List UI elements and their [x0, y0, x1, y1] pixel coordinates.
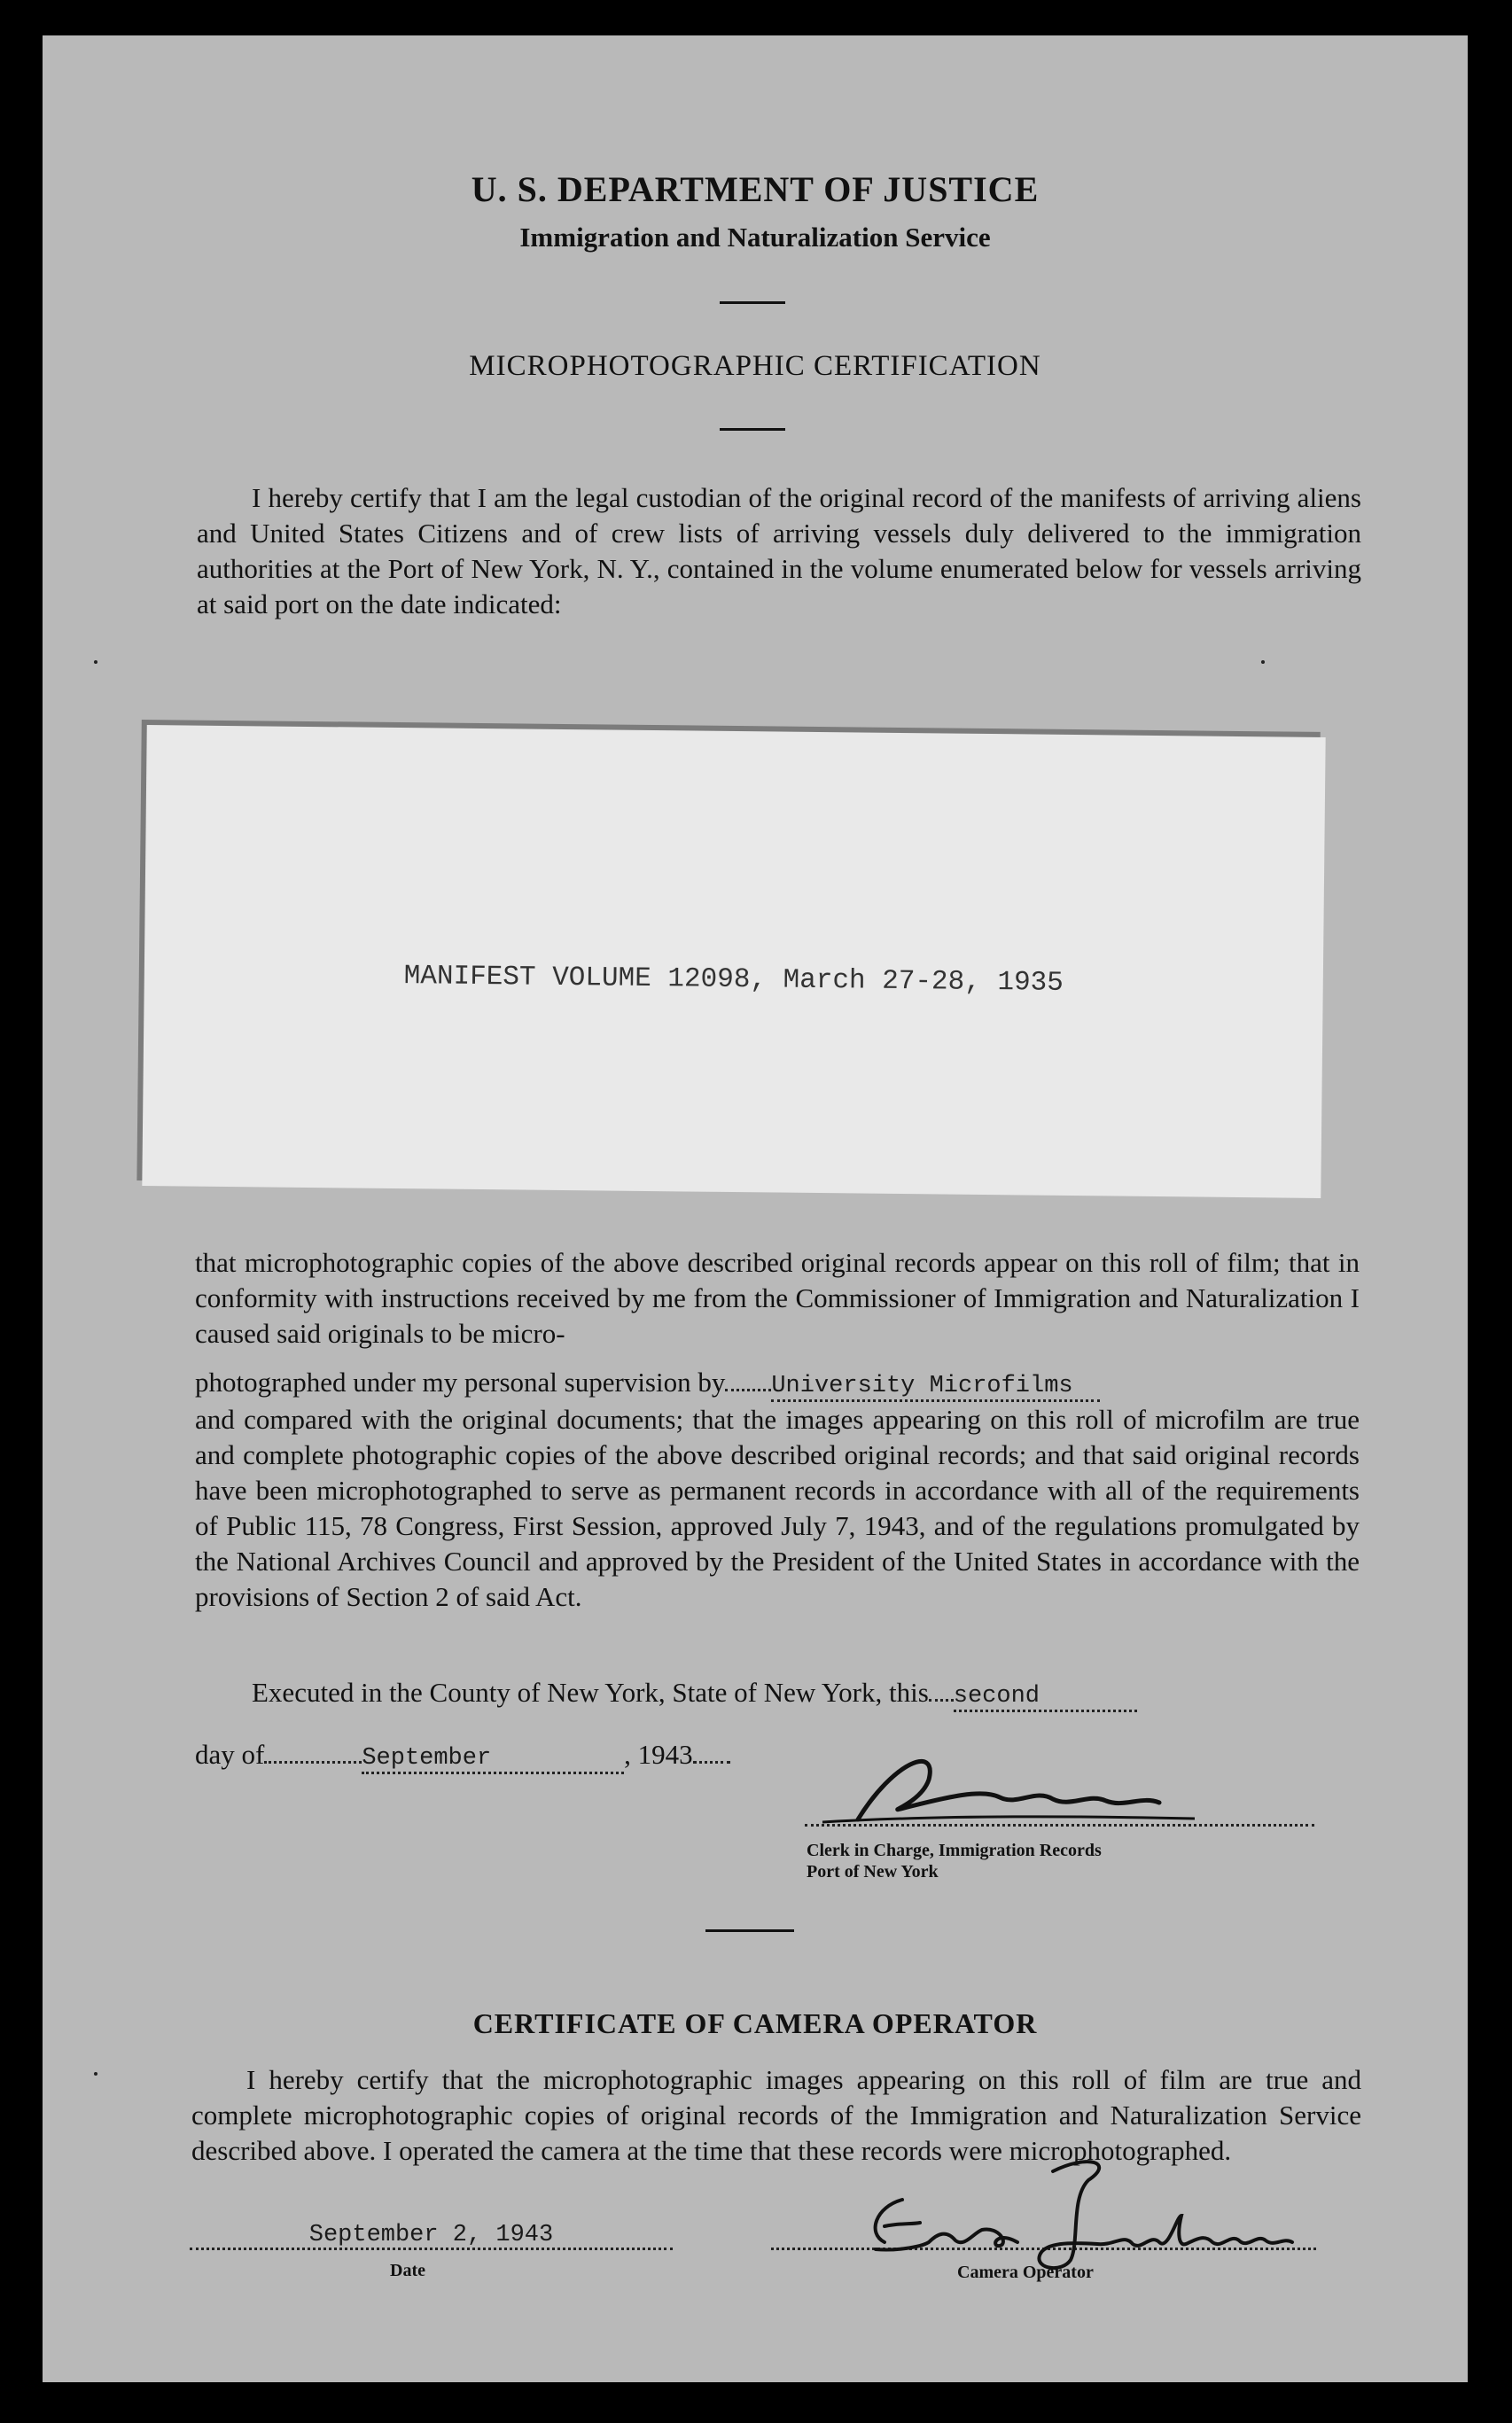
day-of-line	[195, 1739, 730, 1774]
dotted-fill	[929, 1699, 954, 1702]
date-label: Date	[390, 2261, 425, 2280]
body-paragraph-2: and compared with the original documents; that the images appearing on this roll of microfilm are true and complete photographic copies of the above described original records; and that said original records have been microphotographed to serve as permanent records in accordance with all of the requirements of Public 115, 78 Congress, First Session, approved July 7, 1943, and of the regulations promulgated by the National Archives Council and approved by the President of the United States in accordance with the provisions of Section 2 of said Act.	[195, 1404, 1360, 1612]
clerk-title	[807, 1840, 1102, 1882]
dotted-fill	[693, 1761, 730, 1764]
volume-card-text: MANIFEST VOLUME 12098, March 27-28, 1935	[403, 960, 1064, 999]
executed-day: second	[954, 1683, 1137, 1712]
divider	[720, 428, 785, 431]
supervision-line	[195, 1367, 1100, 1402]
paper-speck	[94, 660, 97, 664]
clerk-title-line-2: Port of New York	[807, 1862, 939, 1882]
agency-title: U. S. DEPARTMENT OF JUSTICE	[471, 169, 1040, 209]
intro-paragraph: I hereby certify that I am the legal custodian of the original record of the manifests of arriving aliens and United States Citizens and of crew lists of arriving vessels duly delivered to the immigration authorities at the Port of New York, N. Y., contained in the volume enumerated below for vessels arriving at said port on the date indicated:	[197, 482, 1361, 619]
divider	[705, 1929, 794, 1932]
year-value: , 1943	[624, 1739, 693, 1770]
supervision-company: University Microfilms	[771, 1373, 1099, 1402]
certificate-page	[43, 35, 1468, 2382]
clerk-title-line-1: Clerk in Charge, Immigration Records	[807, 1841, 1102, 1860]
dotted-fill	[725, 1389, 771, 1391]
date-field	[190, 2216, 673, 2250]
divider	[720, 301, 785, 304]
operator-label: Camera Operator	[957, 2263, 1094, 2282]
supervision-prefix: photographed under my personal supervision by	[195, 1367, 726, 1398]
dotted-fill	[264, 1761, 362, 1764]
day-of-prefix: day of	[195, 1739, 265, 1770]
camera-operator-title: CERTIFICATE OF CAMERA OPERATOR	[472, 2007, 1038, 2039]
executed-prefix: Executed in the County of New York, State of New York, this	[252, 1677, 929, 1708]
body-paragraph-1: that microphotographic copies of the above described original records appear on this roll of film; that in conformity with instructions received by me from the Commissioner of Immigration and Naturalization I caused said originals to be micro-	[195, 1247, 1360, 1349]
clerk-signature	[805, 1744, 1230, 1833]
volume-card	[142, 725, 1325, 1198]
paper-speck	[94, 2072, 97, 2076]
certification-title: MICROPHOTOGRAPHIC CERTIFICATION	[469, 350, 1041, 382]
date-value: September 2, 1943	[308, 2222, 554, 2248]
executed-line	[252, 1677, 1137, 1712]
camera-operator-paragraph: I hereby certify that the microphotographic images appearing on this roll of film are true and complete microphotographic copies of original records of the Immigration and Naturalization Service described above. I operated the camera at the time that these records were microphotographed.	[191, 2064, 1361, 2166]
month-value: September	[362, 1745, 624, 1774]
operator-signature	[849, 2145, 1310, 2278]
service-subtitle: Immigration and Naturalization Service	[519, 222, 991, 253]
paper-speck	[1261, 660, 1265, 664]
